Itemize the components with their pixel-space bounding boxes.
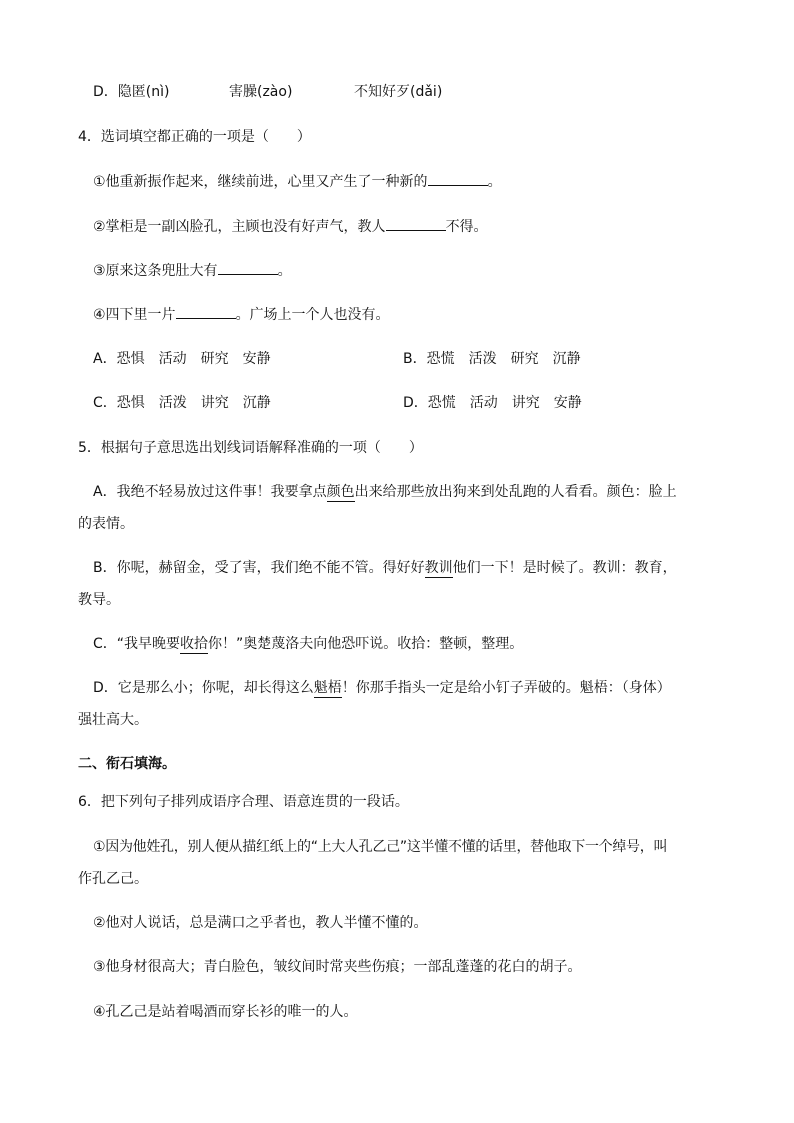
q5-c-text: C．“我早晚要 <box>93 636 181 652</box>
q3-option-d-word3: 不知好歹(dǎi) <box>354 84 443 100</box>
q4-sentence-3 <box>93 260 292 281</box>
q4-s4-end: 。广场上一个人也没有。 <box>235 307 390 323</box>
q6-stem: 6．把下列句子排列成语序合理、语意连贯的一段话。 <box>78 794 409 810</box>
q4-s4-blank <box>176 304 236 319</box>
q5-a-text: A．我绝不轻易放过这件事！我要拿点 <box>93 484 327 500</box>
q6-sentence-3: ③他身材很高大；青白脸色，皱纹间时常夹些伤痕；一部乱蓬蓬的花白的胡子。 <box>93 959 582 975</box>
q5-b-underlined-word: 教训 <box>424 560 453 576</box>
q4-s2-end: 不得。 <box>445 219 488 235</box>
q5-a-text-rest: 出来给那些放出狗来到处乱跑的人看看。颜色：脸上 <box>354 484 677 500</box>
q5-b-text: B．你呢，赫留金，受了害，我们绝不能不管。得好好 <box>93 560 425 576</box>
q5-stem: 5．根据句子意思选出划线词语解释准确的一项（ ） <box>78 440 423 456</box>
q6-sentence-1: ①因为他姓孔，别人便从描红纸上的“上大人孔乙己”这半懂不懂的话里，替他取下一个绰号，叫 <box>93 839 668 855</box>
q5-d-underlined-word: 魁梧 <box>313 680 342 696</box>
q5-a-underlined-word: 颜色 <box>326 484 355 500</box>
q3-option-d <box>93 82 169 102</box>
q4-s1-text: ①他重新振作起来，继续前进，心里又产生了一种新的 <box>93 174 428 190</box>
q5-d-text-rest: ！你那手指头一定是给小钉子弄破的。魁梧：（身体） <box>341 680 671 696</box>
q6-sentence-4: ④孔乙己是站着喝酒而穿长衫的唯一的人。 <box>93 1004 358 1020</box>
q4-sentence-1 <box>93 171 502 192</box>
q4-sentence-2 <box>93 216 488 237</box>
q6-sentence-2: ②他对人说话，总是满口之乎者也，教人半懂不懂的。 <box>93 915 428 931</box>
q5-option-d <box>93 678 671 698</box>
q4-option-d: D．恐慌 活动 讲究 安静 <box>403 395 582 411</box>
q5-c-underlined-word: 收拾 <box>180 636 209 652</box>
q4-stem: 4．选词填空都正确的一项是（ ） <box>78 129 311 145</box>
q4-option-a: A．恐惧 活动 研究 安静 <box>93 351 271 367</box>
q4-s2-text: ②掌柜是一副凶脸孔，主顾也没有好声气，教人 <box>93 219 386 235</box>
q5-option-a <box>93 482 677 502</box>
q4-s1-blank <box>428 171 488 186</box>
q4-option-c: C．恐惧 活泼 讲究 沉静 <box>93 395 271 411</box>
q3-option-d-word2: 害臊(zào) <box>229 84 293 100</box>
q4-s2-blank <box>386 216 446 231</box>
q4-sentence-4 <box>93 304 390 325</box>
q4-s3-text: ③原来这条兜肚大有 <box>93 263 218 279</box>
q5-option-a-cont: 的表情。 <box>78 516 134 532</box>
section-2-title: 二、衔石填海。 <box>78 756 176 772</box>
q4-s3-blank <box>218 260 278 275</box>
q5-option-b-cont: 教导。 <box>78 592 120 608</box>
q4-option-b: B．恐慌 活泼 研究 沉静 <box>403 351 581 367</box>
q3-option-d-word1: D．隐匿(nì) <box>93 84 170 100</box>
q5-option-d-cont: 强壮高大。 <box>78 712 148 728</box>
q5-c-text-rest: 你！”奥楚蔑洛夫向他恐吓说。收拾：整顿，整理。 <box>208 636 524 652</box>
q4-s4-text: ④四下里一片 <box>93 307 176 323</box>
q5-d-text: D．它是那么小；你呢，却长得这么 <box>93 680 314 696</box>
q4-s1-end: 。 <box>487 174 502 190</box>
q4-s3-end: 。 <box>277 263 292 279</box>
q6-sentence-1-cont: 作孔乙己。 <box>78 871 148 887</box>
q5-b-text-rest: 他们一下！是时候了。教训：教育， <box>452 560 677 576</box>
q5-option-c <box>93 634 523 654</box>
q5-option-b <box>93 558 677 578</box>
